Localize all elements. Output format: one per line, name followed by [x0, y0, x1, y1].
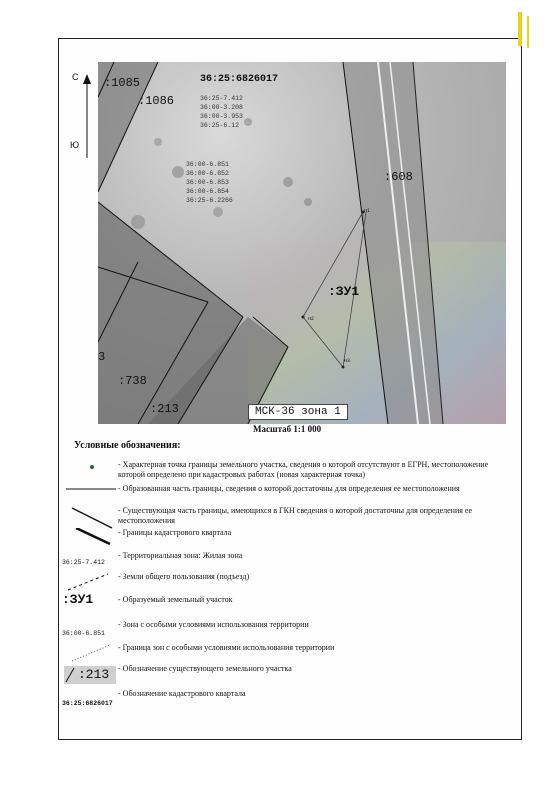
- legend-text: - Граница зон с особыми условиями использования территории: [118, 643, 335, 652]
- parcel-label-608: :608: [384, 170, 413, 184]
- compass-north-label: С: [72, 72, 79, 82]
- dotted-diagonal-icon: [62, 643, 118, 663]
- compass-south-label: Ю: [70, 140, 80, 150]
- legend-text: - Образуемый земельный участок: [118, 595, 233, 604]
- zone-code: 36:25-6.12: [200, 122, 240, 129]
- coordinate-system-label: МСК-36 зона 1: [248, 404, 348, 420]
- legend-item-quarter-label: [62, 689, 517, 705]
- legend-symbol: 36:25-7.412: [62, 559, 105, 566]
- new-parcel-label: :ЗУ1: [328, 284, 360, 299]
- thick-diagonal-icon: [62, 528, 118, 548]
- diagonal-line-icon: [62, 506, 118, 530]
- legend-item-new-point: [62, 460, 517, 486]
- legend-item-special-zone: [62, 620, 517, 636]
- legend-item-territorial-zone: [62, 551, 517, 567]
- legend-symbol: :ЗУ1: [62, 592, 94, 607]
- legend-item-public-land: [62, 572, 517, 590]
- zone-code: 36:00-6.851: [186, 161, 229, 168]
- map-overlay: [98, 62, 506, 424]
- legend-text: - Зона с особыми условиями использования территории: [118, 620, 309, 629]
- zone-code: 36:00-3.953: [200, 113, 243, 120]
- scale-label: Масштаб 1:1 000: [253, 424, 322, 434]
- compass-arrow-icon: [82, 74, 92, 160]
- legend-item-special-zone-boundary: [62, 643, 517, 659]
- legend-title: Условные обозначения:: [74, 440, 181, 451]
- legend-text: - Обозначение кадастрового квартала: [118, 689, 246, 698]
- compass: [68, 72, 94, 162]
- legend-text: - Границы кадастрового квартала: [118, 528, 232, 537]
- legend-item-quarter-boundary: [62, 528, 517, 544]
- zone-codes-top: [200, 94, 243, 130]
- dot-icon: [62, 460, 118, 480]
- zone-code: 36:00-6.853: [186, 179, 229, 186]
- zone-code: 36:00-6.852: [186, 170, 229, 177]
- legend-text: - Образованная часть границы, сведения о которой достаточны для определения ее местоположения: [118, 484, 460, 493]
- point-label: н1: [364, 208, 371, 214]
- zone-code: 36:00-6.854: [186, 188, 229, 195]
- legend-text: - Земли общего пользования (подъезд): [118, 572, 250, 581]
- zone-codes-mid: [186, 160, 233, 205]
- parcel-label-738: :738: [118, 374, 147, 388]
- legend-text: - Территориальная зона: Жилая зона: [118, 551, 243, 560]
- parcel-label-3: 3: [98, 350, 106, 364]
- point-label: н3: [344, 358, 351, 364]
- legend-item-existing-parcel: [62, 664, 517, 686]
- legend-item-new-boundary: [62, 484, 517, 500]
- parcel-label-213: :213: [150, 402, 179, 416]
- point-label: н2: [308, 316, 315, 322]
- zone-code: 36:00-3.208: [200, 104, 243, 111]
- legend-item-new-parcel: [62, 592, 517, 613]
- corner-highlight-mark: [498, 10, 538, 50]
- legend-text: - Обозначение существующего земельного участка: [118, 664, 292, 673]
- aerial-map: [98, 62, 506, 424]
- zone-code: 36:25-7.412: [200, 95, 243, 102]
- legend-symbol: :213: [78, 667, 110, 682]
- legend-symbol: 36:00-6.851: [62, 630, 105, 637]
- quarter-code-label: 36:25:6826017: [200, 74, 279, 85]
- parcel-label-1086: :1086: [138, 94, 175, 108]
- legend-text: - Существующая часть границы, имеющихся в ГКН сведения о которой достаточны для определения ее местоположения: [118, 506, 473, 525]
- dashed-diagonal-icon: [62, 572, 118, 592]
- legend-symbol: 36:25:6826017: [62, 700, 113, 707]
- legend-text: - Характерная точка границы земельного участка, сведения о которой отсутствуют в ЕГРН, местоположение которой определено при кадастровых работах (новая характерная точка): [118, 460, 489, 479]
- thin-line-icon: [62, 484, 118, 504]
- parcel-label-1085: :1085: [104, 76, 141, 90]
- zone-code: 36:25-6.2266: [186, 197, 233, 204]
- legend-item-existing-boundary: [62, 506, 517, 530]
